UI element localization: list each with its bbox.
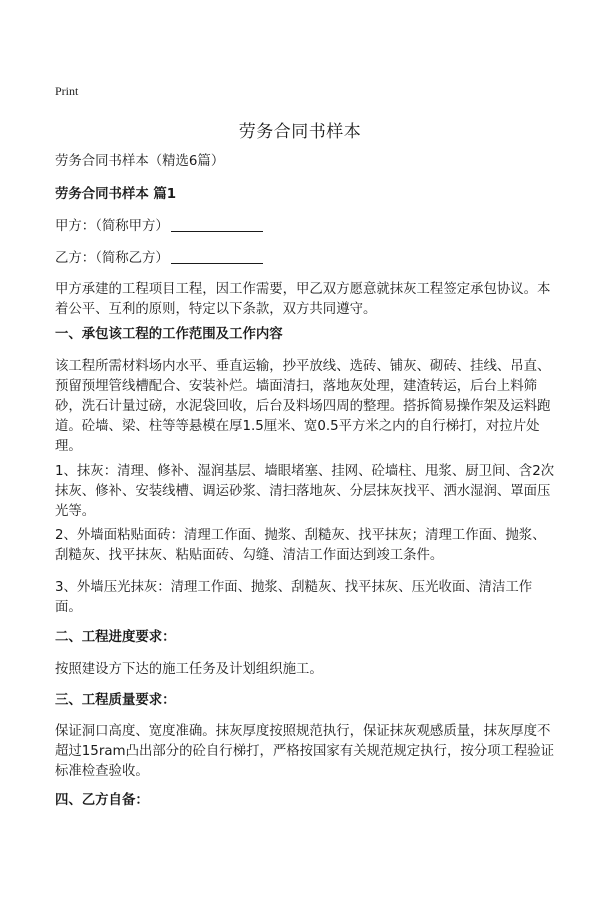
section2-body: 按照建设方下达的施工任务及计划组织施工。 — [55, 662, 323, 677]
section1-body: 该工程所需材料场内水平、垂直运输，抄平放线、选砖、铺灰、砌砖、挂线、吊直、预留预埋管线槽配合、安装补烂。墙面清扫，落地灰处理，建渣转运，后台上料筛砂，洗石计量过磅，水泥袋回收，后台及料场四周的整理。搭拆简易操作架及运料跑道。砼墙、梁、柱等等悬模在厚1.5厘米、宽0.5平方米之内的自行梯打，对拉片处理。 — [55, 359, 551, 454]
party-a-label: 甲方：（简称甲方） — [55, 219, 169, 234]
party-a-line — [55, 217, 556, 237]
party-b-line — [55, 249, 556, 269]
section3-heading: 三、工程质量要求： — [55, 693, 176, 708]
section3-body: 保证洞口高度、宽度准确。抹灰厚度按照规范执行，保证抹灰观感质量，抹灰厚度不超过15ram凸出部分的砼自行梯打，严格按国家有关规范规定执行，按分项工程验证标准检查验收。 — [55, 724, 555, 779]
item-2-exterior-tiles: 2、外墙面粘贴面砖：清理工作面、抛浆、刮糙灰、找平抹灰；清理工作面、抛浆、刮糙灰、找平抹灰、粘贴面砖、勾缝、清洁工作面达到竣工条件。 — [55, 528, 546, 563]
section1-heading: 一、承包该工程的工作范围及工作内容 — [55, 327, 283, 342]
print-link[interactable]: Print — [55, 84, 79, 98]
party-b-label: 乙方：（简称乙方） — [55, 251, 169, 266]
party-a-blank — [171, 217, 263, 232]
section4-heading: 四、乙方自备： — [55, 793, 149, 808]
part-heading: 劳务合同书样本 篇1 — [55, 187, 177, 202]
document-title: 劳务合同书样本 — [238, 122, 362, 142]
item-3-exterior-plaster: 3、外墙压光抹灰：清理工作面、抛浆、刮糙灰、找平抹灰、压光收面、清洁工作面。 — [55, 580, 533, 615]
party-b-blank — [171, 249, 263, 264]
section2-heading: 二、工程进度要求： — [55, 630, 176, 645]
document-subtitle: 劳务合同书样本（精选6篇） — [55, 154, 225, 169]
item-1-plastering: 1、抹灰：清理、修补、湿润基层、墙眼堵塞、挂网、砼墙柱、甩浆、厨卫间、含2次抹灰、修补、安装线槽、调运砂浆、清扫落地灰、分层抹灰找平、洒水湿润、罩面压光等。 — [55, 464, 555, 519]
intro-paragraph: 甲方承建的工程项目工程，因工作需要，甲乙双方愿意就抹灰工程签定承包协议。本着公平、互利的原则，特定以下条款，双方共同遵守。 — [55, 282, 551, 317]
